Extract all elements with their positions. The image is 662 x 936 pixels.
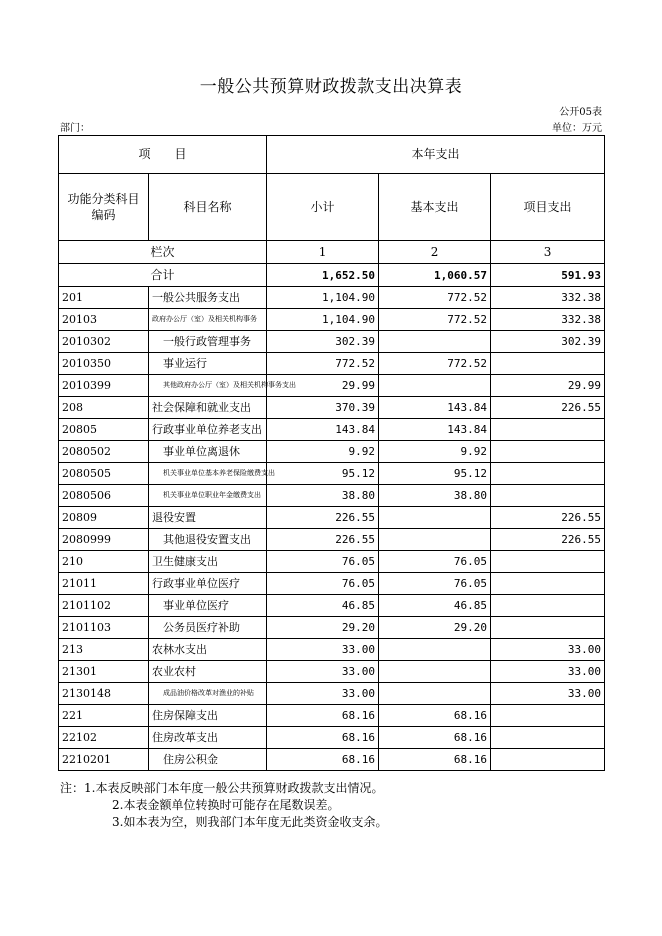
table-row	[59, 419, 605, 441]
row-subtotal: 76.05	[267, 551, 379, 573]
table-row	[59, 353, 605, 375]
table-row	[59, 573, 605, 595]
table-row	[59, 639, 605, 661]
row-code: 2010350	[59, 353, 149, 375]
row-subtotal: 1,104.90	[267, 309, 379, 331]
row-code: 2210201	[59, 749, 149, 771]
row-subtotal: 33.00	[267, 661, 379, 683]
row-basic: 76.05	[379, 573, 491, 595]
row-project	[491, 551, 605, 573]
row-name: 政府办公厅（室）及相关机构事务	[149, 309, 267, 331]
table-row	[59, 661, 605, 683]
column-number-row	[59, 241, 605, 264]
row-subtotal: 68.16	[267, 749, 379, 771]
total-basic: 1,060.57	[379, 264, 491, 287]
row-basic: 772.52	[379, 353, 491, 375]
row-subtotal: 38.80	[267, 485, 379, 507]
row-name: 住房公积金	[149, 749, 267, 771]
row-basic: 772.52	[379, 309, 491, 331]
row-code: 2010399	[59, 375, 149, 397]
row-project	[491, 441, 605, 463]
row-project	[491, 353, 605, 375]
table-row	[59, 683, 605, 705]
row-name: 一般行政管理事务	[149, 331, 267, 353]
row-project: 302.39	[491, 331, 605, 353]
table-row	[59, 375, 605, 397]
total-subtotal: 1,652.50	[267, 264, 379, 287]
row-basic: 68.16	[379, 727, 491, 749]
table-row	[59, 485, 605, 507]
row-basic	[379, 331, 491, 353]
row-project	[491, 727, 605, 749]
header-row-1	[59, 136, 605, 174]
header-project: 项目支出	[491, 174, 605, 241]
row-subtotal: 226.55	[267, 507, 379, 529]
note-1: 注：1.本表反映部门本年度一般公共预算财政拨款支出情况。	[60, 781, 384, 795]
row-project: 33.00	[491, 683, 605, 705]
row-code: 21301	[59, 661, 149, 683]
row-name: 成品油价格改革对渔业的补贴	[149, 683, 267, 705]
row-name: 公务员医疗补助	[149, 617, 267, 639]
row-project: 29.99	[491, 375, 605, 397]
table-row	[59, 529, 605, 551]
row-basic: 143.84	[379, 419, 491, 441]
row-name: 农业农村	[149, 661, 267, 683]
row-name: 事业单位离退休	[149, 441, 267, 463]
row-project	[491, 595, 605, 617]
row-project: 33.00	[491, 639, 605, 661]
table-row	[59, 463, 605, 485]
row-name: 一般公共服务支出	[149, 287, 267, 309]
row-basic	[379, 375, 491, 397]
row-name: 机关事业单位基本养老保险缴费支出	[149, 463, 267, 485]
row-name: 住房保障支出	[149, 705, 267, 727]
row-subtotal: 46.85	[267, 595, 379, 617]
table-row	[59, 705, 605, 727]
row-subtotal: 772.52	[267, 353, 379, 375]
row-code: 20805	[59, 419, 149, 441]
row-project: 33.00	[491, 661, 605, 683]
row-basic: 29.20	[379, 617, 491, 639]
row-name: 住房改革支出	[149, 727, 267, 749]
row-subtotal: 29.99	[267, 375, 379, 397]
row-name: 事业单位医疗	[149, 595, 267, 617]
note-3: 3.如本表为空，则我部门本年度无此类资金收支余。	[112, 815, 388, 829]
header-current-year: 本年支出	[267, 136, 605, 174]
table-row	[59, 397, 605, 419]
row-project: 332.38	[491, 309, 605, 331]
row-name: 退役安置	[149, 507, 267, 529]
row-project	[491, 485, 605, 507]
lanci-label: 栏次	[59, 241, 267, 264]
table-row	[59, 595, 605, 617]
table-row	[59, 749, 605, 771]
row-subtotal: 9.92	[267, 441, 379, 463]
row-code: 2130148	[59, 683, 149, 705]
row-subtotal: 76.05	[267, 573, 379, 595]
row-project	[491, 749, 605, 771]
row-project: 226.55	[491, 507, 605, 529]
row-name: 事业运行	[149, 353, 267, 375]
row-basic	[379, 507, 491, 529]
row-code: 208	[59, 397, 149, 419]
row-basic: 38.80	[379, 485, 491, 507]
header-subject-name: 科目名称	[149, 174, 267, 241]
page-title: 一般公共预算财政拨款支出决算表	[199, 77, 463, 97]
row-basic	[379, 683, 491, 705]
col-number-3: 3	[491, 241, 605, 264]
row-basic: 46.85	[379, 595, 491, 617]
row-subtotal: 302.39	[267, 331, 379, 353]
row-name: 其他退役安置支出	[149, 529, 267, 551]
row-name: 社会保障和就业支出	[149, 397, 267, 419]
header-subtotal: 小计	[267, 174, 379, 241]
row-code: 2101102	[59, 595, 149, 617]
row-name: 其他政府办公厅（室）及相关机构事务支出	[149, 375, 267, 397]
row-subtotal: 1,104.90	[267, 287, 379, 309]
table-row	[59, 507, 605, 529]
table-row	[59, 331, 605, 353]
unit-label: 单位：万元	[552, 123, 602, 134]
row-basic	[379, 661, 491, 683]
row-subtotal: 68.16	[267, 705, 379, 727]
table-row	[59, 309, 605, 331]
row-subtotal: 33.00	[267, 639, 379, 661]
table-row	[59, 551, 605, 573]
row-project	[491, 573, 605, 595]
total-label: 合计	[59, 264, 267, 287]
row-project: 332.38	[491, 287, 605, 309]
row-project	[491, 705, 605, 727]
row-basic: 9.92	[379, 441, 491, 463]
row-basic: 143.84	[379, 397, 491, 419]
row-code: 2101103	[59, 617, 149, 639]
note-2: 2.本表金额单位转换时可能存在尾数误差。	[112, 798, 340, 812]
row-basic	[379, 529, 491, 551]
row-basic: 772.52	[379, 287, 491, 309]
total-row	[59, 264, 605, 287]
row-subtotal: 95.12	[267, 463, 379, 485]
form-number: 公开05表	[559, 107, 602, 118]
row-project	[491, 463, 605, 485]
row-subtotal: 143.84	[267, 419, 379, 441]
row-code: 2080502	[59, 441, 149, 463]
row-code: 213	[59, 639, 149, 661]
row-subtotal: 29.20	[267, 617, 379, 639]
row-basic: 76.05	[379, 551, 491, 573]
row-code: 201	[59, 287, 149, 309]
row-code: 210	[59, 551, 149, 573]
row-subtotal: 68.16	[267, 727, 379, 749]
col-number-1: 1	[267, 241, 379, 264]
row-basic: 68.16	[379, 749, 491, 771]
row-project: 226.55	[491, 529, 605, 551]
header-row-2	[59, 174, 605, 241]
table-row	[59, 727, 605, 749]
header-item: 项 目	[59, 136, 267, 174]
row-code: 2080999	[59, 529, 149, 551]
row-code: 2080506	[59, 485, 149, 507]
row-project	[491, 617, 605, 639]
expenditure-table	[58, 135, 605, 771]
row-name: 卫生健康支出	[149, 551, 267, 573]
header-func-code: 功能分类科目编码	[59, 174, 149, 241]
notes	[60, 780, 387, 831]
row-code: 21011	[59, 573, 149, 595]
row-subtotal: 33.00	[267, 683, 379, 705]
row-basic: 68.16	[379, 705, 491, 727]
row-project	[491, 419, 605, 441]
table-row	[59, 441, 605, 463]
table-row	[59, 287, 605, 309]
row-name: 行政事业单位养老支出	[149, 419, 267, 441]
row-code: 20103	[59, 309, 149, 331]
row-project: 226.55	[491, 397, 605, 419]
row-subtotal: 370.39	[267, 397, 379, 419]
row-name: 机关事业单位职业年金缴费支出	[149, 485, 267, 507]
row-basic: 95.12	[379, 463, 491, 485]
col-number-2: 2	[379, 241, 491, 264]
department-label: 部门：	[60, 123, 90, 134]
table-row	[59, 617, 605, 639]
row-basic	[379, 639, 491, 661]
row-code: 2080505	[59, 463, 149, 485]
row-code: 22102	[59, 727, 149, 749]
total-project: 591.93	[491, 264, 605, 287]
row-name: 行政事业单位医疗	[149, 573, 267, 595]
row-code: 20809	[59, 507, 149, 529]
row-name: 农林水支出	[149, 639, 267, 661]
header-basic: 基本支出	[379, 174, 491, 241]
row-subtotal: 226.55	[267, 529, 379, 551]
row-code: 2010302	[59, 331, 149, 353]
row-code: 221	[59, 705, 149, 727]
